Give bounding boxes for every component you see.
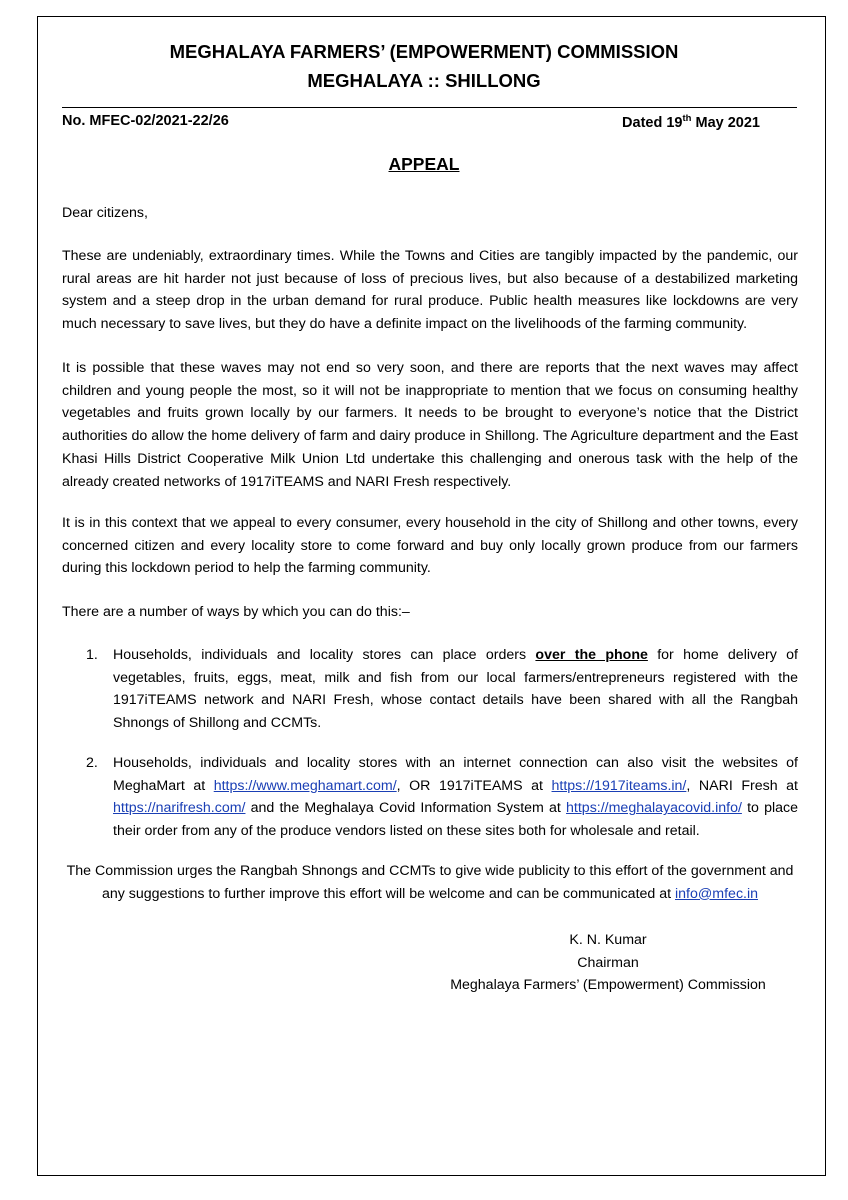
emphasis-over-the-phone: over the phone	[535, 647, 648, 663]
link-meghalayacovid[interactable]: https://meghalayacovid.info/	[566, 800, 742, 817]
paragraph-3: It is in this context that we appeal to every consumer, every household in the city of Shillong and other towns, every concerned citizen and every locality store to come forward and buy only locally grown produce from our farmers during this lockdown period to help the farming community.	[62, 515, 798, 577]
page-border	[37, 16, 826, 1176]
signatory-organization: Meghalaya Farmers’ (Empowerment) Commission	[450, 977, 766, 994]
closing-paragraph: The Commission urges the Rangbah Shnongs and CCMTs to give wide publicity to this effort of the government and any suggestions to further improve this effort will be welcome and can be communicated at info@mfec.in	[66, 863, 794, 902]
list-item-2: Households, individuals and locality stores with an internet connection can also visit the websites of MeghaMart at https://www.meghamart.com/, OR 1917iTEAMS at https://1917iteams.in/, NARI Fresh at https://narifresh.com/ and the Meghalaya Covid Information System at https://meghalayacovid.info/ to place their order from any of the produce vendors listed on these sites both for wholesale and retail.	[113, 755, 798, 840]
link-narifresh[interactable]: https://narifresh.com/	[113, 800, 246, 817]
signatory-title: Chairman	[577, 954, 639, 971]
header-subtitle: MEGHALAYA :: SHILLONG	[307, 70, 541, 91]
reference-number: No. MFEC-02/2021-22/26	[62, 113, 229, 129]
salutation: Dear citizens,	[62, 205, 148, 221]
header-title: MEGHALAYA FARMERS’ (EMPOWERMENT) COMMISSION	[169, 41, 679, 62]
paragraph-1: These are undeniably, extraordinary times. While the Towns and Cities are tangibly impacted by the pandemic, our rural areas are hit harder not just because of loss of precious lives, but also because of a destabilized marketing system and a steep drop in the urban demand for rural produce. Public health measures like lockdowns are very much necessary to save lives, but they do have a definite impact on the livelihoods of the farming community.	[62, 248, 798, 333]
header-divider	[62, 107, 797, 108]
list-item-1: Households, individuals and locality stores can place orders over the phone for home delivery of vegetables, fruits, eggs, meat, milk and fish from our local farmers/entrepreneurs registered with the 1917iTEAMS network and NARI Fresh, whose contact details have been shared with all the Rangbah Shnongs of Shillong and CCMTs.	[113, 647, 798, 732]
email-link[interactable]: info@mfec.in	[675, 885, 759, 902]
paragraph-2: It is possible that these waves may not end so very soon, and there are reports that the next waves may affect children and young people the most, so it will not be inappropriate to mention that we focus on consuming healthy vegetables and fruits grown locally by our farmers. It needs to be brought to everyone’s notice that the District authorities do allow the home delivery of farm and dairy produce in Shillong. The Agriculture department and the East Khasi Hills District Cooperative Milk Union Ltd undertake this challenging and onerous task with the help of the already created networks of 1917iTEAMS and NARI Fresh respectively.	[62, 360, 798, 490]
paragraph-4: There are a number of ways by which you can do this:–	[62, 604, 410, 620]
link-meghamart[interactable]: https://www.meghamart.com/	[213, 777, 397, 794]
document-date: Dated 19th May 2021	[622, 113, 760, 131]
list-number-2: 2.	[86, 755, 98, 771]
signatory-name: K. N. Kumar	[569, 932, 647, 948]
document-heading: APPEAL	[388, 154, 460, 174]
list-number-1: 1.	[86, 647, 98, 663]
link-1917iteams[interactable]: https://1917iteams.in/	[551, 777, 687, 794]
signature-block	[400, 929, 816, 997]
